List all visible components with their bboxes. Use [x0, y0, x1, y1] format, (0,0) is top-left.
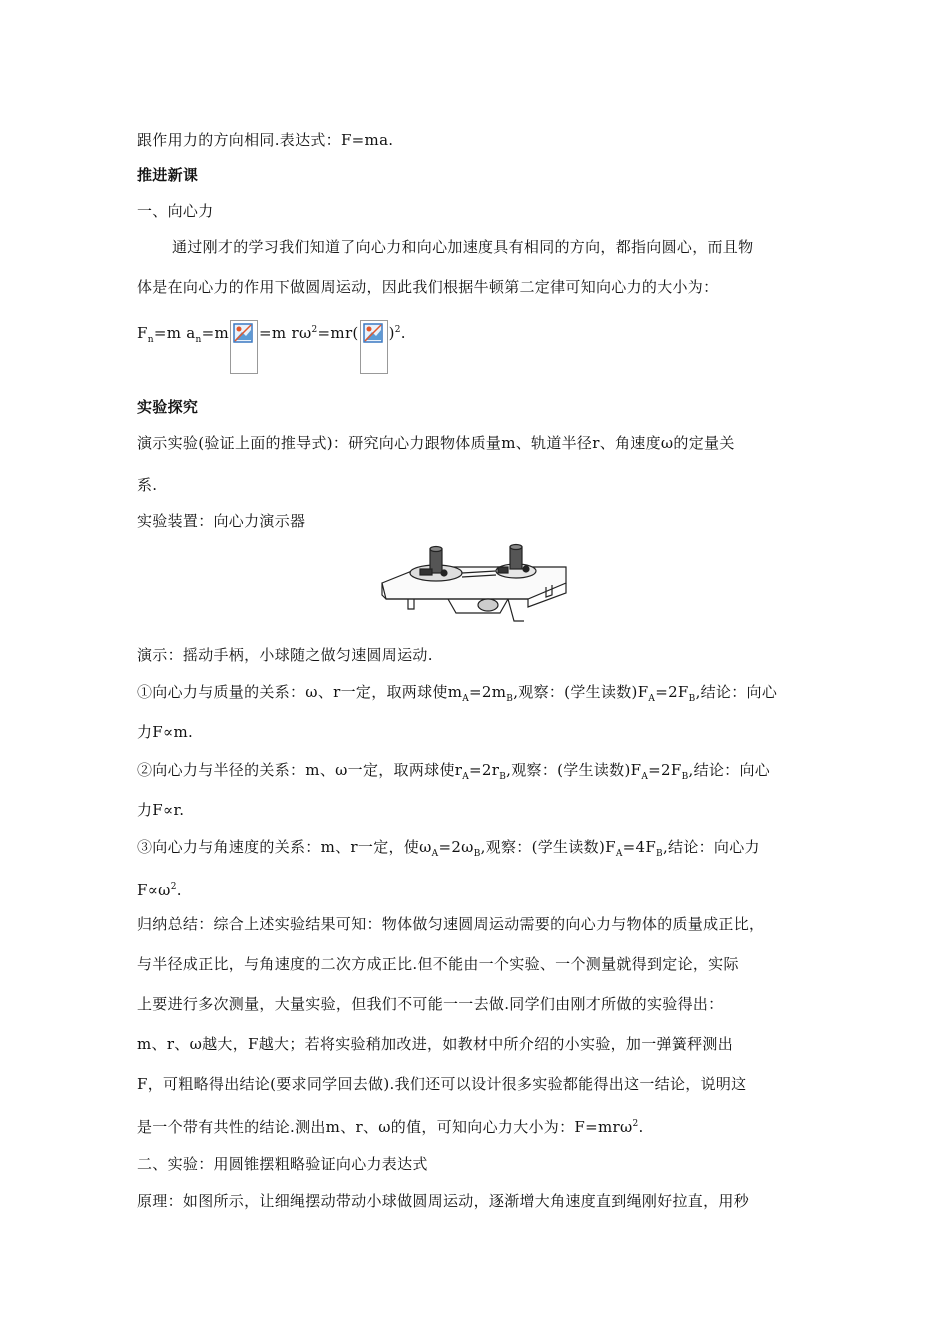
text-line: 上要进行多次测量，大量实验，但我们不可能一一去做.同学们由刚才所做的实验得出：: [137, 995, 724, 1013]
text-line: 跟作用力的方向相同.表达式：F=ma.: [137, 131, 394, 149]
broken-image-icon: [230, 320, 258, 374]
text-line: m、r、ω越大，F越大；若将实验稍加改进，如教材中所介绍的小实验，加一弹簧秤测出: [137, 1035, 734, 1053]
text-line: 与半径成正比，与角速度的二次方成正比.但不能由一个实验、一个测量就得到定论，实际: [137, 955, 739, 973]
text-line: 力F∝r.: [137, 801, 185, 819]
text-line: 是一个带有共性的结论.测出m、r、ω的值，可知向心力大小为：F=mrω$^2$.: [137, 1118, 644, 1136]
text-line: $F\propto\omega^2$.: [137, 881, 182, 899]
text-line: 演示：摇动手柄，小球随之做匀速圆周运动.: [137, 646, 433, 664]
section-heading: 推进新课: [137, 166, 199, 184]
subsection-heading: 二、实验：用圆锥摆粗略验证向心力表达式: [137, 1155, 428, 1173]
experiment-line: ②向心力与半径的关系：m、ω一定，取两球使$r_A=2r_B$,观察：(学生读数)$F_A=2F_B$,结论：向心: [137, 761, 771, 782]
text-line: 系.: [137, 476, 158, 494]
text-line: 原理：如图所示，让细绳摆动带动小球做圆周运动，逐渐增大角速度直到绳刚好拉直，用秒: [137, 1192, 750, 1210]
text-line: 实验装置：向心力演示器: [137, 512, 306, 530]
text-line: 归纳总结：综合上述实验结果可知：物体做匀速圆周运动需要的向心力与物体的质量成正比，: [137, 915, 765, 933]
experiment-line: ①向心力与质量的关系：ω、r一定，取两球使$m_A=2m_B$,观察：(学生读数)$F_A=2F_B$,结论：向心: [137, 683, 778, 704]
centripetal-force-apparatus-image: [378, 543, 570, 625]
text-line: F，可粗略得出结论(要求同学回去做).我们还可以设计很多实验都能得出这一结论，说明这: [137, 1075, 747, 1093]
text-line: 演示实验(验证上面的推导式)：研究向心力跟物体质量m、轨道半径r、角速度ω的定量关: [137, 434, 735, 452]
text-line: 通过刚才的学习我们知道了向心力和向心加速度具有相同的方向，都指向圆心，而且物: [172, 238, 754, 256]
subsection-heading: 一、向心力: [137, 202, 214, 220]
broken-image-icon: [360, 320, 388, 374]
section-heading: 实验探究: [137, 398, 199, 416]
text-line: 力F∝m.: [137, 723, 194, 741]
text-line: 体是在向心力的作用下做圆周运动，因此我们根据牛顿第二定律可知向心力的大小为：: [137, 278, 719, 296]
formula-line: $F_n=m$ $a_n=m$ =m $r\omega^2=mr$( )$^2$.: [137, 320, 406, 374]
experiment-line: ③向心力与角速度的关系：m、r一定，使$\omega_A=2\omega_B$,观察：(学生读数)$F_A=4F_B$,结论：向心力: [137, 838, 760, 859]
